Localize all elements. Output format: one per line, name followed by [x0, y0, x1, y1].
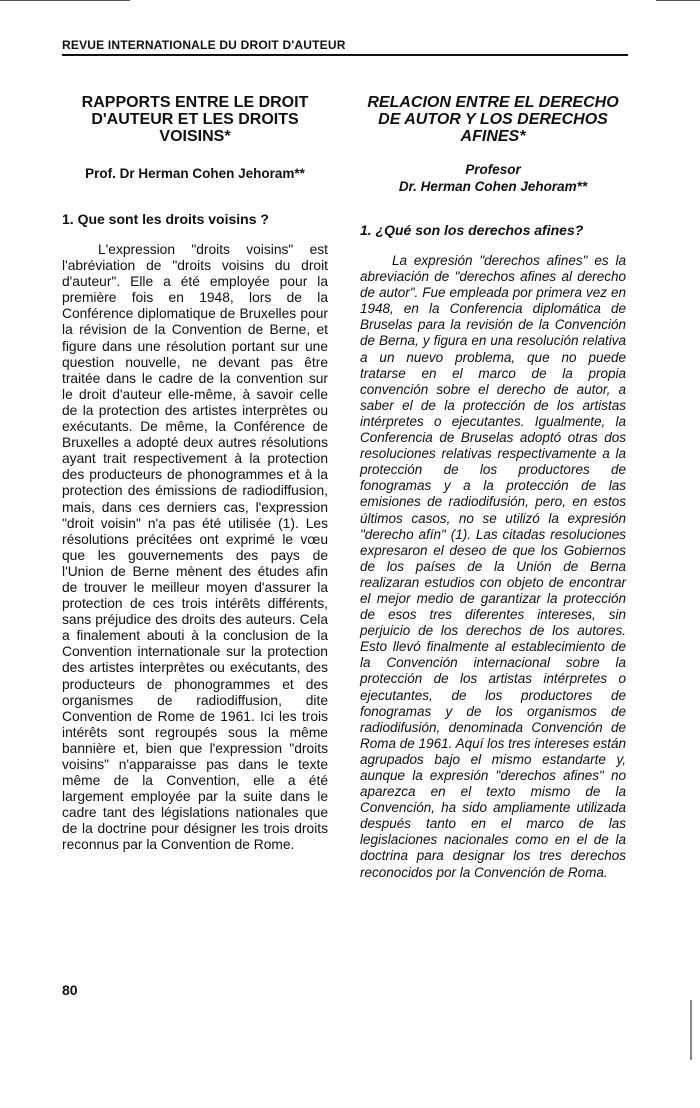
article-title-es: RELACION ENTRE EL DERECHO DE AUTOR Y LOS DERECHOS AFINES*: [367, 94, 619, 145]
page-number: 80: [62, 982, 78, 998]
french-column: [62, 94, 328, 854]
scan-edge-mark: [690, 1000, 692, 1060]
header-rule: [62, 54, 628, 56]
author-role-es: Profesor: [465, 162, 521, 177]
article-author-es: [360, 161, 626, 195]
spanish-column: [360, 94, 626, 881]
section-heading-es: 1. ¿Qué son los derechos afines?: [360, 222, 584, 238]
scan-top-edge-right: [656, 0, 700, 1]
author-name-es: Dr. Herman Cohen Jehoram**: [398, 179, 588, 194]
body-paragraph-es: La expresión "derechos afines" es la abreviación de "derechos afines al derecho de autor". Fue empleada por primera vez en 1948, en la Conferencia diplomática de Bruselas para la revisión de la Convención de Berna, y figura en una resolución relativa a un nuevo problema, que no puede tratarse en el marco de la propia convención sobre el derecho de autor, a saber el de la protección de los artistas intérpretes o ejecutantes. Igualmente, la Conferencia de Bruselas adoptó otras dos resoluciones relativas respectivamente a la protección de los productores de fonogramas y a la protección de las emisiones de radiodifusión, pero, en estos últimos casos, no se utilizó la expresión "derecho afín" (1). Las citadas resoluciones expresaron el deseo de que los Gobiernos de los países de la Unión de Berna realizaran estudios con objeto de encontrar el mejor medio de garantizar la protección de esos tres diferentes intereses, sin perjuicio de los derechos de los autores. Esto llevó finalmente al establecimiento de la Convención internacional sobre la protección de los artistas intérpretes o ejecutantes, de los productores de fonogramas y de los organismos de radiodifusión, denominada Convención de Roma de 1961. Aquí los tres intereses están agrupados bajo el mismo estandarte y, aunque la expresión "derechos afines" no aparezca en el texto mismo de la Convención, ha sido ampliamente utilizada después tanto en el marco de las legislaciones nacionales como en el de la doctrina para designar los tres derechos reconocidos por la Convención de Roma.: [360, 253, 626, 880]
section-heading-fr: 1. Que sont les droits voisins ?: [62, 211, 269, 227]
article-author-fr: Prof. Dr Herman Cohen Jehoram**: [85, 166, 305, 181]
body-paragraph-fr: L'expression "droits voisins" est l'abréviation de "droits voisins du droit d'auteur". Elle a été employée pour la première fois en 1948, lors de la Conférence diplomatique de Bruxelles pour la révision de la Convention de Berne, et figure dans une résolution portant sur une question nouvelle, ne devant pas être traitée dans le cadre de la convention sur le droit d'auteur elle-même, à savoir celle de la protection des artistes interprètes ou exécutants. De même, la Conférence de Bruxelles a adopté deux autres résolutions ayant trait respectivement à la protection des producteurs de phonogrammes et à la protection des émissions de radiodiffusion, mais, dans ces derniers cas, l'expression "droit voisin" n'a pas été utilisée (1). Les résolutions précitées ont exprimé le vœu que les gouvernements des pays de l'Union de Berne mènent des études afin de trouver le meilleur moyen d'assurer la protection de ces trois intérêts différents, sans préjudice des droits des auteurs. Cela a finalement abouti à la conclusion de la Convention internationale sur la protection des artistes interprètes ou exécutants, des producteurs de phonogrammes et des organismes de radiodiffusion, dite Convention de Rome de 1961. Ici les trois intérêts sont regroupés sous la même bannière et, bien que l'expression "droits voisins" n'apparaisse pas dans le texte même de la Convention, elle a été largement employée par la suite dans le cadre tant des législations nationales que de la doctrine pour désigner les trois droits reconnus par la Convention de Rome.: [62, 242, 328, 853]
article-title-fr: RAPPORTS ENTRE LE DROIT D'AUTEUR ET LES DROITS VOISINS*: [81, 94, 309, 145]
scan-top-edge-left: [0, 0, 130, 1]
journal-title: REVUE INTERNATIONALE DU DROIT D'AUTEUR: [62, 38, 346, 52]
